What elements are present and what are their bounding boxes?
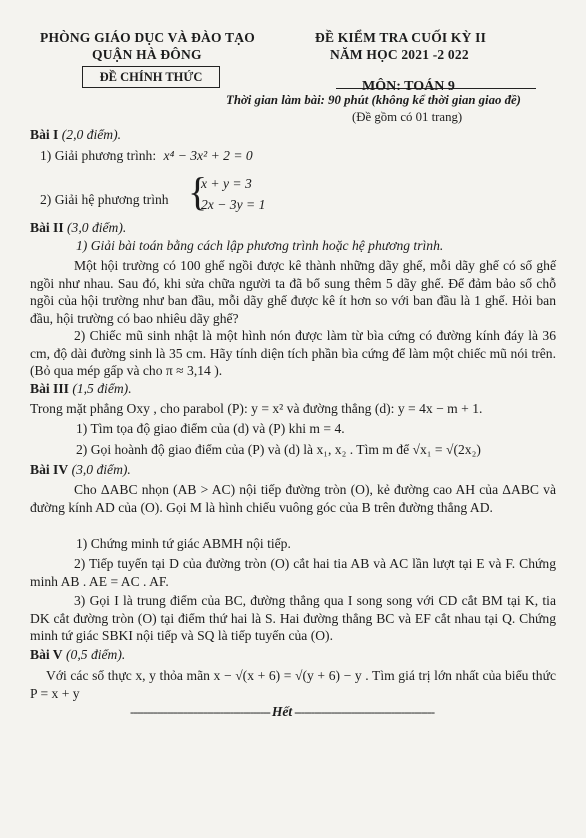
bai1-points: (2,0 điểm). xyxy=(61,127,122,142)
bai3-q2: 2) Gọi hoành độ giao điểm của (P) và (d) là x₁, x₂ . Tìm m để √x₁ = √(2x₂) xyxy=(76,442,481,457)
bai4-q2: 2) Tiếp tuyến tại D của đường tròn (O) cắt hai tia AB và AC lần lượt tại E và F. Chứng minh AB . AE = AC . AF. xyxy=(30,556,556,589)
official-exam-badge: ĐỀ CHÍNH THỨC xyxy=(82,66,220,88)
bai4-heading xyxy=(30,462,131,478)
bai4-q1: 1) Chứng minh tứ giác ABMH nội tiếp. xyxy=(76,536,291,551)
bai3-title: Bài III xyxy=(30,381,69,396)
end-dashes-right: ------------------------------------------ xyxy=(294,704,435,719)
bai5-heading xyxy=(30,647,125,663)
bai1-q2-text: 2) Giải hệ phương trình xyxy=(40,192,169,207)
bai2-heading xyxy=(30,220,126,236)
bai4-paragraph: Cho ΔABC nhọn (AB > AC) nội tiếp đường tròn (O), kẻ đường cao AH của ΔABC và đường kính AD của (O). Gọi M là hình chiếu vuông góc của B trên đường thẳng AD. xyxy=(30,482,556,515)
bai4-q3: 3) Gọi I là trung điểm của BC, đường thẳng qua I song song với CD cắt BM tại K, tia DK cắt đường tròn (O) tại điểm thứ hai là S. Hai đường thẳng BC và EF cắt nhau tại Q. Chứng minh tứ giác SBKI nội tiếp và SQ là tiếp tuyến của (O). xyxy=(30,593,556,644)
bai1-q1 xyxy=(40,148,253,164)
end-dashes-left: ------------------------------------------ xyxy=(130,704,270,719)
exam-title: ĐỀ KIỂM TRA CUỐI KỲ II xyxy=(315,30,487,45)
bai1-q1-text: 1) Giải phương trình: xyxy=(40,148,157,163)
bai5-title: Bài V xyxy=(30,647,63,662)
bai1-q1-equation: x⁴ − 3x² + 2 = 0 xyxy=(163,148,253,163)
bai2-paragraph-2: 2) Chiếc mũ sinh nhật là một hình nón được làm từ bìa cứng có đường kính đáy là 36 cm, độ dài đường sinh là 35 cm. Hãy tính diện tích phần bìa cứng để làm một chiếc mũ nói trên. (Bỏ qua mép gấp và cho π ≈ 3,14 ). xyxy=(30,328,556,379)
bai1-q2-eq1: x + y = 3 xyxy=(201,176,252,191)
bai3-heading xyxy=(30,381,132,397)
bai3-intro: Trong mặt phẳng Oxy , cho parabol (P): y = x² và đường thẳng (d): y = 4x − m + 1. xyxy=(30,401,483,416)
exam-duration: Thời gian làm bài: 90 phút (không kể thời gian giao đề) xyxy=(226,93,521,107)
bai1-heading xyxy=(30,127,121,143)
bai2-title: Bài II xyxy=(30,220,64,235)
bai1-title: Bài I xyxy=(30,127,59,142)
bai5-paragraph: Với các số thực x, y thỏa mãn x − √(x + 6) = √(y + 6) − y . Tìm giá trị lớn nhất của biểu thức P = x + y xyxy=(30,668,556,701)
end-label: Hết xyxy=(271,704,293,719)
district-name: QUẬN HÀ ĐÔNG xyxy=(92,47,202,62)
end-of-exam-marker xyxy=(130,703,434,721)
bai5-points: (0,5 điểm). xyxy=(66,647,126,662)
department-name: PHÒNG GIÁO DỤC VÀ ĐÀO TẠO xyxy=(40,30,255,45)
school-year: NĂM HỌC 2021 -2 022 xyxy=(330,47,469,62)
page-count: (Đề gồm có 01 trang) xyxy=(352,110,463,124)
bai3-q1: 1) Tìm tọa độ giao điểm của (d) và (P) khi m = 4. xyxy=(76,421,345,436)
bai2-intro: 1) Giải bài toán bằng cách lập phương trình hoặc hệ phương trình. xyxy=(76,238,444,253)
bai2-points: (3,0 điểm). xyxy=(67,220,127,235)
bai2-paragraph-1: Một hội trường có 100 ghế ngồi được kê thành những dãy ghế, mỗi dãy ghế có số ghế ngồi như nhau. Sau đó, khi sửa chữa người ta đã bổ sung thêm 5 dãy ghế. Để đảm bảo số chỗ ngồi của hội trường như ban đầu, mỗi dãy ghế được kê ít hơn so với ban đầu là 1 ghế. Hỏi ban đầu, hội trường có bao nhiêu dãy ghế? xyxy=(30,258,556,326)
bai3-points: (1,5 điểm). xyxy=(72,381,132,396)
bai1-q2-eq2: 2x − 3y = 1 xyxy=(201,197,266,212)
subject-title: MÔN: TOÁN 9 xyxy=(362,79,455,94)
bai4-title: Bài IV xyxy=(30,462,69,477)
bai4-points: (3,0 điểm). xyxy=(71,462,131,477)
system-brace-icon: { xyxy=(188,169,208,214)
